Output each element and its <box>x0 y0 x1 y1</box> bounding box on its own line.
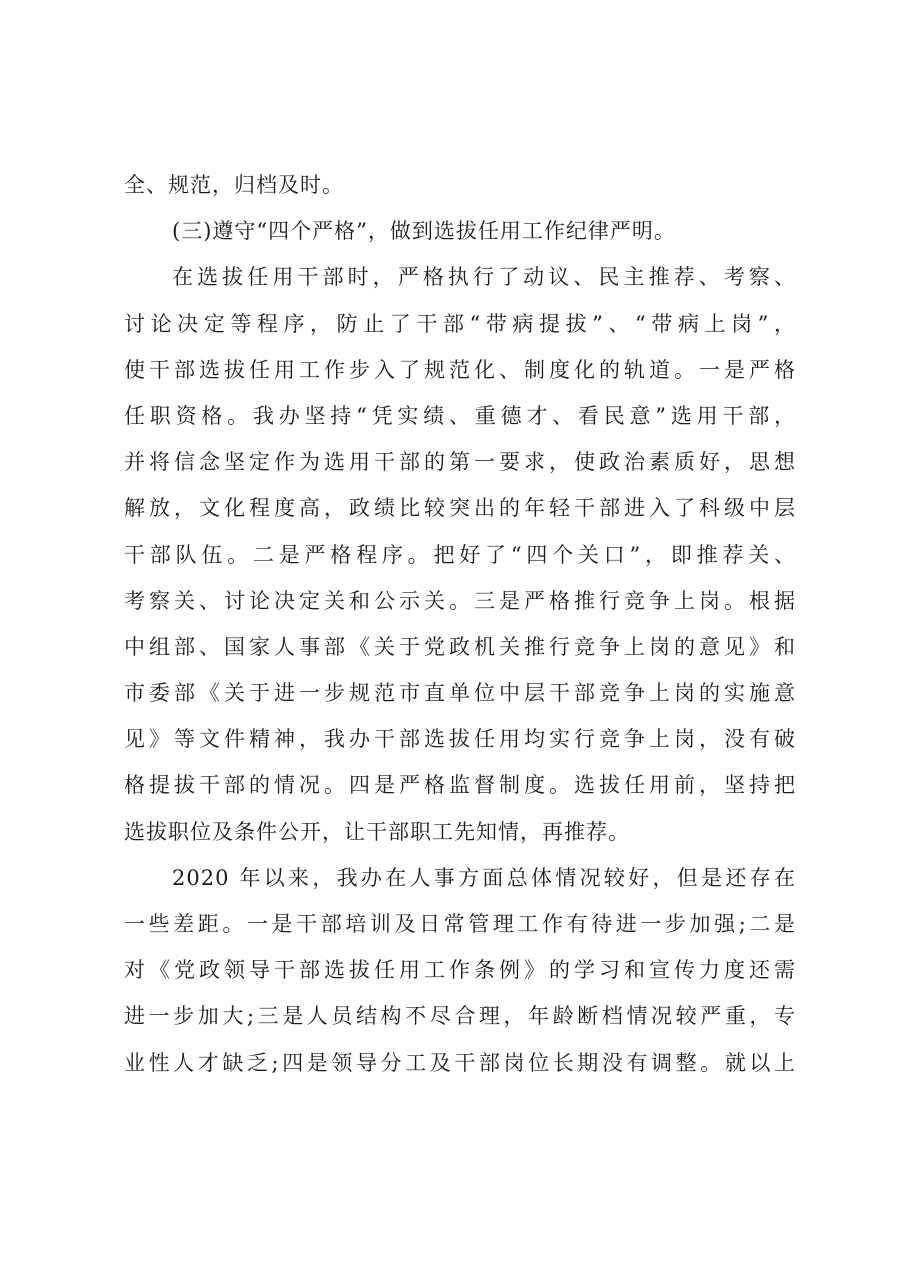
text-line: 在选拔任用干部时，严格执行了动议、民主推荐、考察、 <box>172 265 796 290</box>
text-line: 并将信念坚定作为选用干部的第一要求，使政治素质好，思想 <box>124 450 796 475</box>
text-line: 市委部《关于进一步规范市直单位中层干部竞争上岗的实施意 <box>124 681 796 706</box>
text-line: 任职资格。我办坚持“凭实绩、重德才、看民意”选用干部， <box>124 403 796 428</box>
text-line: 见》等文件精神，我办干部选拔任用均实行竞争上岗，没有破 <box>124 727 796 752</box>
text-line: 选拔职位及条件公开，让干部职工先知情，再推荐。 <box>124 819 630 844</box>
text-line: 考察关、讨论决定关和公示关。三是严格推行竞争上岗。根据 <box>124 588 796 613</box>
text-line: 中组部、国家人事部《关于党政机关推行竞争上岗的意见》和 <box>124 634 796 659</box>
text-line: (三)遵守“四个严格”，做到选拔任用工作纪律严明。 <box>172 219 676 244</box>
text-line: 讨论决定等程序，防止了干部“带病提拔”、“带病上岗”， <box>124 311 796 336</box>
text-line: 全、规范，归档及时。 <box>124 173 344 197</box>
text-line: 对《党政领导干部选拔任用工作条例》的学习和宣传力度还需 <box>124 958 796 983</box>
text-line: 2020 年以来，我办在人事方面总体情况较好，但是还存在 <box>172 865 796 890</box>
text-line: 干部队伍。二是严格程序。把好了“四个关口”，即推荐关、 <box>124 542 796 567</box>
text-line: 一些差距。一是干部培训及日常管理工作有待进一步加强;二是 <box>124 912 796 936</box>
text-line: 使干部选拔任用工作步入了规范化、制度化的轨道。一是严格 <box>124 357 796 382</box>
text-line: 格提拔干部的情况。四是严格监督制度。选拔任用前，坚持把 <box>124 773 796 798</box>
text-line: 业性人才缺乏;四是领导分工及干部岗位长期没有调整。就以上 <box>124 1050 796 1075</box>
text-line: 解放，文化程度高，政绩比较突出的年轻干部进入了科级中层 <box>124 496 796 521</box>
body-text <box>124 162 796 1086</box>
text-line: 进一步加大;三是人员结构不尽合理，年龄断档情况较严重，专 <box>124 1004 796 1029</box>
